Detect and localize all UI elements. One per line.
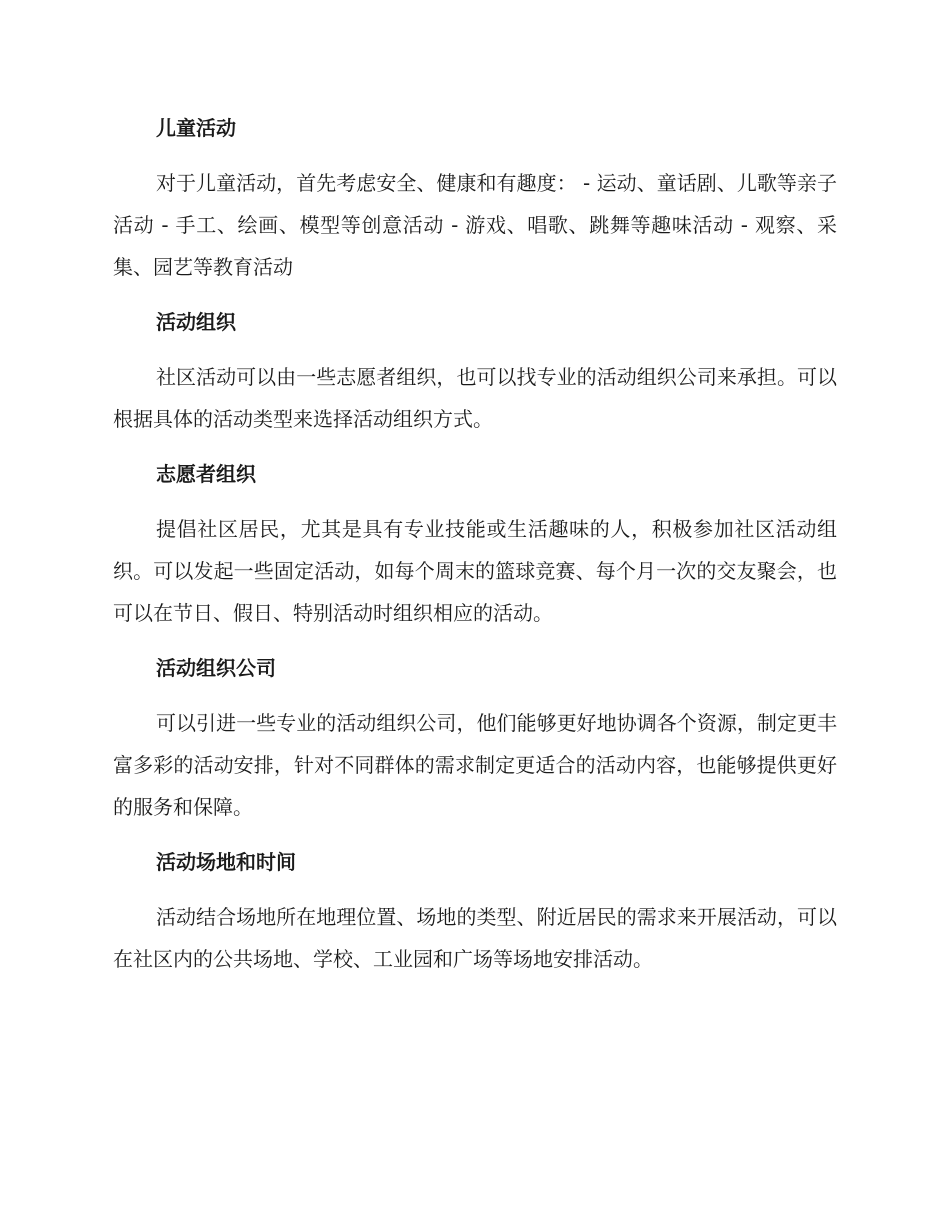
section-heading: 活动组织 [156,310,236,334]
section-paragraph: 活动结合场地所在地理位置、场地的类型、附近居民的需求来开展活动，可以在社区内的公共场地、学校、工业园和广场等场地安排活动。 [113,905,837,971]
section-volunteer-organization [113,454,837,634]
section-heading: 志愿者组织 [156,462,256,486]
section-heading: 活动组织公司 [156,656,276,680]
section-paragraph: 提倡社区居民，尤其是具有专业技能或生活趣味的人，积极参加社区活动组织。可以发起一些固定活动，如每个周末的篮球竞赛、每个月一次的交友聚会，也可以在节日、假日、特别活动时组织相应的活动。 [113,517,837,625]
section-paragraph: 可以引进一些专业的活动组织公司，他们能够更好地协调各个资源，制定更丰富多彩的活动安排，针对不同群体的需求制定更适合的活动内容，也能够提供更好的服务和保障。 [113,711,837,819]
section-children-activities [113,108,837,288]
section-venue-and-time [113,842,837,980]
section-heading: 活动场地和时间 [156,850,296,874]
section-activity-organization [113,302,837,440]
section-paragraph: 社区活动可以由一些志愿者组织，也可以找专业的活动组织公司来承担。可以根据具体的活动类型来选择活动组织方式。 [113,365,837,431]
section-paragraph: 对于儿童活动，首先考虑安全、健康和有趣度： - 运动、童话剧、儿歌等亲子活动 - 手工、绘画、模型等创意活动 - 游戏、唱歌、跳舞等趣味活动 - 观察、采集、园艺等教育活动 [113,171,837,279]
section-heading: 儿童活动 [156,116,236,140]
section-event-company [113,648,837,828]
